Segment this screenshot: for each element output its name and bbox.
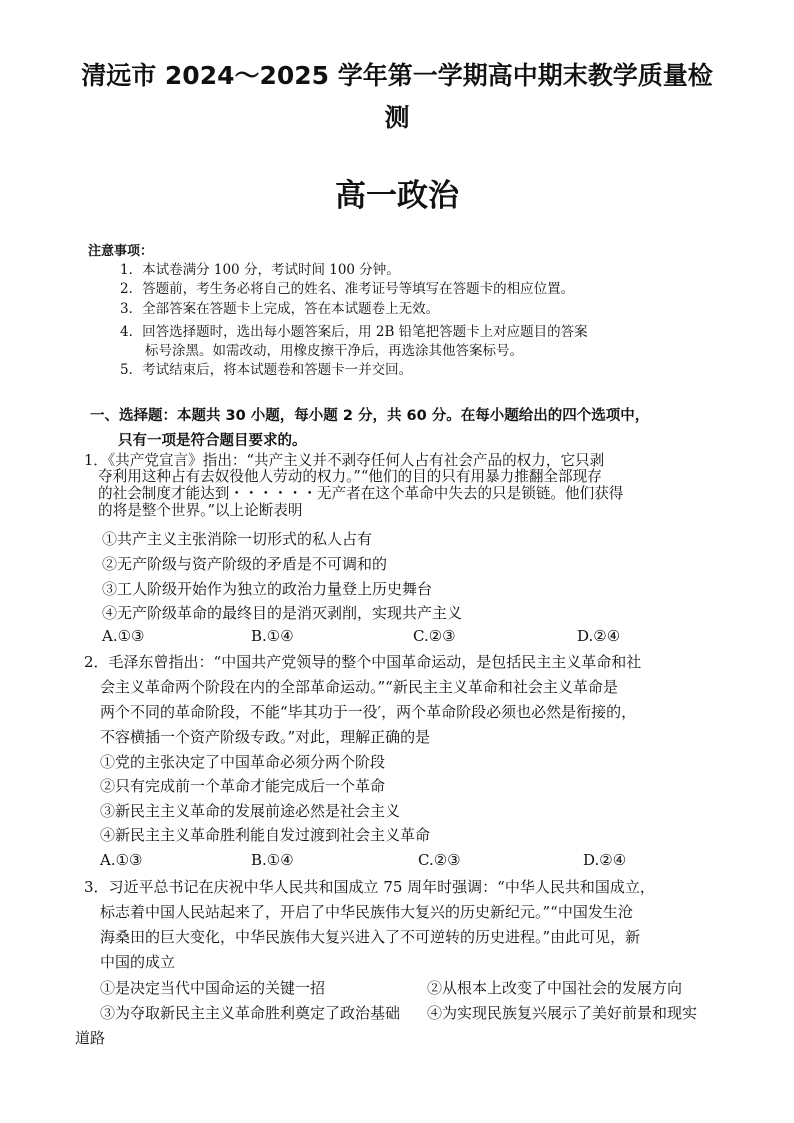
section-heading-line-1: 一、选择题：本题共 30 小题，每小题 2 分，共 60 分。在每小题给出的四个选项中， <box>90 408 650 424</box>
answer-choice-c: C.②③ <box>418 851 461 869</box>
question-option: ①党的主张决定了中国革命必须分两个阶段 <box>100 753 386 771</box>
answer-choice-b: B.①④ <box>251 851 294 869</box>
question-stem-line: 两个不同的革命阶段，不能“毕其功于一役′，两个革命阶段必须也必然是衔接的， <box>100 703 637 721</box>
notice-item: 1．本试卷满分 100 分，考试时间 100 分钟。 <box>120 262 400 278</box>
question-option: ③为夺取新民主主义革命胜利奠定了政治基础 <box>100 1004 401 1022</box>
question-option-continuation: 道路 <box>75 1029 106 1047</box>
answer-choice-a: A.①③ <box>100 851 143 869</box>
question-stem-line: 会主义革命两个阶段在内的全部革命运动。”“新民主主义革命和社会主义革命是 <box>100 678 618 696</box>
question-option: ③工人阶级开始作为独立的政治力量登上历史舞台 <box>102 580 433 598</box>
question-option: ②从根本上改变了中国社会的发展方向 <box>427 979 683 997</box>
question-stem-line: 3．习近平总书记在庆祝中华人民共和国成立 75 周年时强调：“中华人民共和国成立， <box>84 878 655 896</box>
question-option: ①共产主义主张消除一切形式的私人占有 <box>102 530 373 548</box>
exam-subject: 高一政治 <box>335 178 459 214</box>
question-stem-line: 不容横插一个资产阶级专政。”对此，理解正确的是 <box>100 728 431 746</box>
answer-choice-d: D.②④ <box>577 627 621 645</box>
question-stem-line: 海桑田的巨大变化，中华民族伟大复兴进入了不可逆转的历史进程。”由此可见，新 <box>100 928 641 946</box>
notice-item: 4．回答选择题时，选出每小题答案后，用 2B 铅笔把答题卡上对应题目的答案 <box>120 324 588 340</box>
exam-title-line-1: 清远市 2024～2025 学年第一学期高中期末教学质量检 <box>81 61 713 90</box>
question-stem-line: 1．《共产党宣言》指出：“共产主义并不剥夺任何人占有社会产品的权力，它只剥 <box>84 452 605 469</box>
notice-item: 3．全部答案在答题卡上完成，答在本试题卷上无效。 <box>120 301 440 317</box>
notice-item: 标号涂黑。如需改动，用橡皮擦干净后，再选涂其他答案标号。 <box>145 343 523 359</box>
question-option: ④为实现民族复兴展示了美好前景和现实 <box>427 1004 698 1022</box>
notice-item: 2．答题前，考生务必将自己的姓名、准考证号等填写在答题卡的相应位置。 <box>120 281 575 297</box>
notice-heading: 注意事项： <box>88 244 154 259</box>
answer-choice-a: A.①③ <box>102 627 145 645</box>
question-option: ③新民主主义革命的发展前途必然是社会主义 <box>100 802 401 820</box>
answer-choice-b: B.①④ <box>251 627 294 645</box>
question-option: ④无产阶级革命的最终目的是消灭剥削，实现共产主义 <box>102 604 463 622</box>
question-option: ④新民主主义革命胜利能自发过渡到社会主义革命 <box>100 826 431 844</box>
question-option: ①是决定当代中国命运的关键一招 <box>100 979 326 997</box>
answer-choice-d: D.②④ <box>583 851 627 869</box>
question-option: ②无产阶级与资产阶级的矛盾是不可调和的 <box>102 555 388 573</box>
question-stem-line: 标志着中国人民站起来了，开启了中华民族伟大复兴的历史新纪元。”“中国发生沧 <box>100 903 633 921</box>
notice-item: 5．考试结束后，将本试题卷和答题卡一并交回。 <box>120 362 413 378</box>
question-option: ②只有完成前一个革命才能完成后一个革命 <box>100 777 386 795</box>
question-stem-line: 夺利用这种占有去奴役他人劳动的权力。”“他们的目的只有用暴力推翻全部现存 <box>98 468 602 485</box>
question-stem-line: 2．毛泽东曾指出：“中国共产党领导的整个中国革命运动，是包括民主主义革命和社 <box>84 653 642 671</box>
question-stem-line: 中国的成立 <box>100 953 176 971</box>
answer-choice-c: C.②③ <box>413 627 456 645</box>
section-heading-line-2: 只有一项是符合题目要求的。 <box>118 433 307 449</box>
exam-title-line-2: 测 <box>384 103 410 132</box>
question-stem-line: 的将是整个世界。”以上论断表明 <box>98 502 303 519</box>
question-stem-line: 的社会制度才能达到・・・・・・无产者在这个革命中失去的只是锁链。他们获得 <box>98 485 624 502</box>
